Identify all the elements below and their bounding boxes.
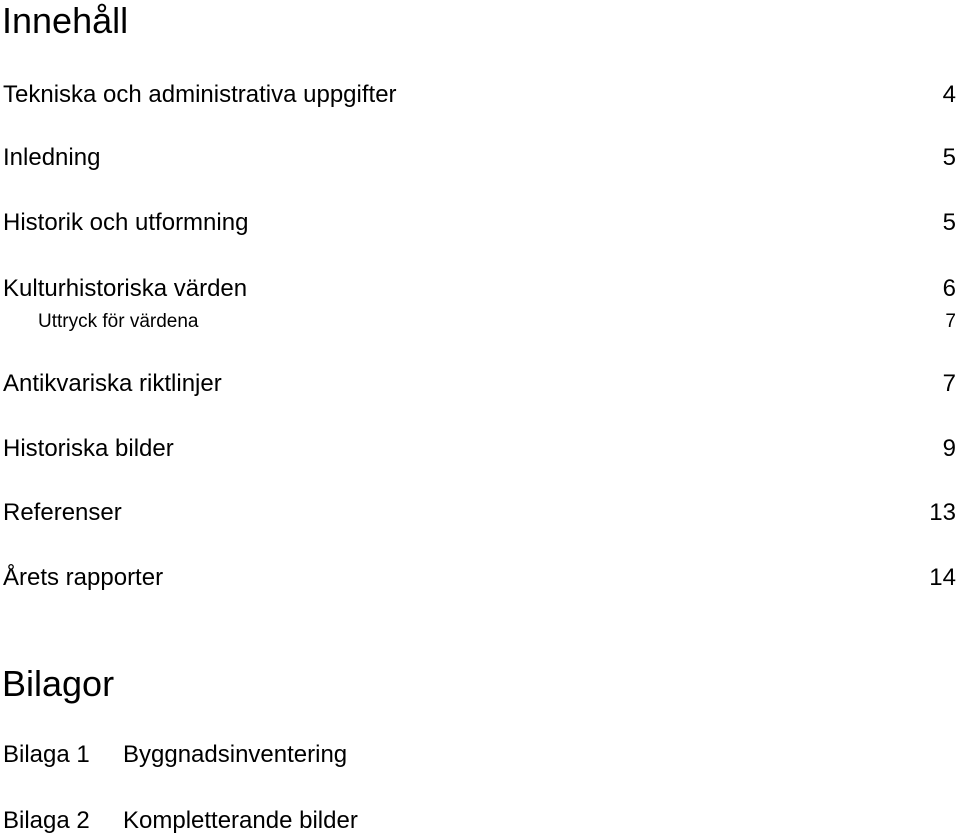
toc-entry-title: Inledning (3, 144, 101, 171)
appendix-item (3, 740, 347, 770)
toc-entry (3, 274, 956, 304)
appendices-heading: Bilagor (2, 663, 115, 704)
appendix-title: Kompletterande bilder (123, 807, 358, 834)
toc-heading: Innehåll (2, 0, 129, 41)
toc-entry (3, 434, 956, 464)
toc-entry-page: 7 (945, 311, 956, 332)
toc-entry (3, 143, 956, 173)
toc-entry (3, 208, 956, 238)
toc-entry-page: 5 (942, 209, 956, 236)
toc-entry (3, 498, 956, 528)
toc-entry-title: Tekniska och administrativa uppgifter (3, 81, 397, 108)
appendix-item (3, 806, 358, 836)
toc-entry-title: Årets rapporter (3, 564, 164, 591)
toc-entry (3, 369, 956, 399)
appendix-code: Bilaga 2 (3, 807, 90, 834)
toc-entry-title: Antikvariska riktlinjer (3, 370, 222, 397)
toc-entry (3, 80, 956, 110)
appendix-code: Bilaga 1 (3, 741, 90, 768)
appendix-title: Byggnadsinventering (123, 741, 348, 768)
toc-entry (3, 563, 956, 593)
toc-entry-title: Historik och utformning (3, 209, 249, 236)
toc-entry-page: 5 (942, 144, 956, 171)
toc-entry-page: 7 (942, 370, 956, 397)
toc-entry-title: Kulturhistoriska värden (3, 275, 248, 302)
toc-entry-page: 14 (929, 564, 956, 591)
toc-entry-title: Referenser (3, 499, 122, 526)
toc-entry-title: Uttryck för värdena (38, 311, 199, 332)
toc-subentry (38, 310, 956, 334)
toc-entry-title: Historiska bilder (3, 435, 174, 462)
toc-entry-page: 4 (942, 81, 956, 108)
toc-entry-page: 6 (942, 275, 956, 302)
toc-entry-page: 9 (942, 435, 956, 462)
toc-entry-page: 13 (929, 499, 956, 526)
